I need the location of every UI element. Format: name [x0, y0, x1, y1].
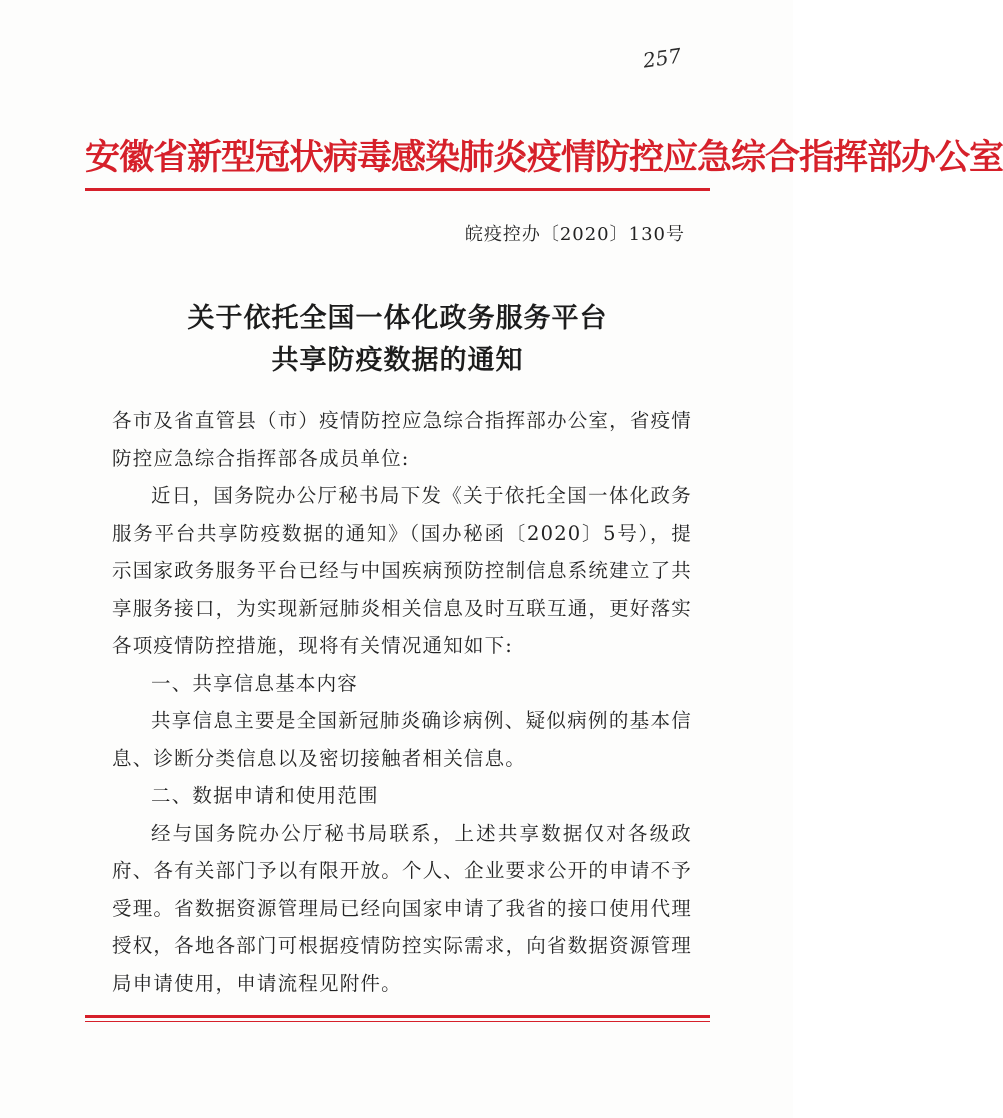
section-2-text: 经与国务院办公厅秘书局联系，上述共享数据仅对各级政府、各有关部门予以有限开放。个人、企业要求公开的申请不予受理。省数据资源管理局已经向国家申请了我省的接口使用代理授权，各地各部门可根据疫情防控实际需求，向省数据资源管理局申请使用，申请流程见附件。 — [112, 821, 692, 995]
section-2-heading: 二、数据申请和使用范围 — [151, 784, 379, 807]
document-title-line-2: 共享防疫数据的通知 — [271, 345, 524, 376]
footer-red-rule-thin — [85, 1021, 710, 1022]
footer-red-rule-thick — [85, 1015, 710, 1018]
salutation: 各市及省直管县（市）疫情防控应急综合指挥部办公室，省疫情防控应急综合指挥部各成员单位: — [112, 409, 692, 470]
header-red-rule — [85, 188, 710, 191]
handwritten-page-number: 257 — [641, 43, 683, 73]
document-body — [112, 402, 692, 1002]
issuing-organization-header: 安徽省新型冠状病毒感染肺炎疫情防控应急综合指挥部办公室 — [85, 137, 1003, 178]
document-number: 皖疫控办〔2020〕130号 — [464, 224, 685, 245]
section-1-text: 共享信息主要是全国新冠肺炎确诊病例、疑似病例的基本信息、诊断分类信息以及密切接触者相关信息。 — [112, 709, 692, 770]
intro-paragraph: 近日，国务院办公厅秘书局下发《关于依托全国一体化政务服务平台共享防疫数据的通知》（国办秘函〔2020〕5号），提示国家政务服务平台已经与中国疾病预防控制信息系统建立了共享服务接口，为实现新冠肺炎相关信息及时互联互通，更好落实各项疫情防控措施，现将有关情况通知如下: — [112, 484, 692, 657]
section-1-heading: 一、共享信息基本内容 — [151, 671, 359, 695]
document-title-line-1: 关于依托全国一体化政务服务平台 — [187, 303, 608, 334]
